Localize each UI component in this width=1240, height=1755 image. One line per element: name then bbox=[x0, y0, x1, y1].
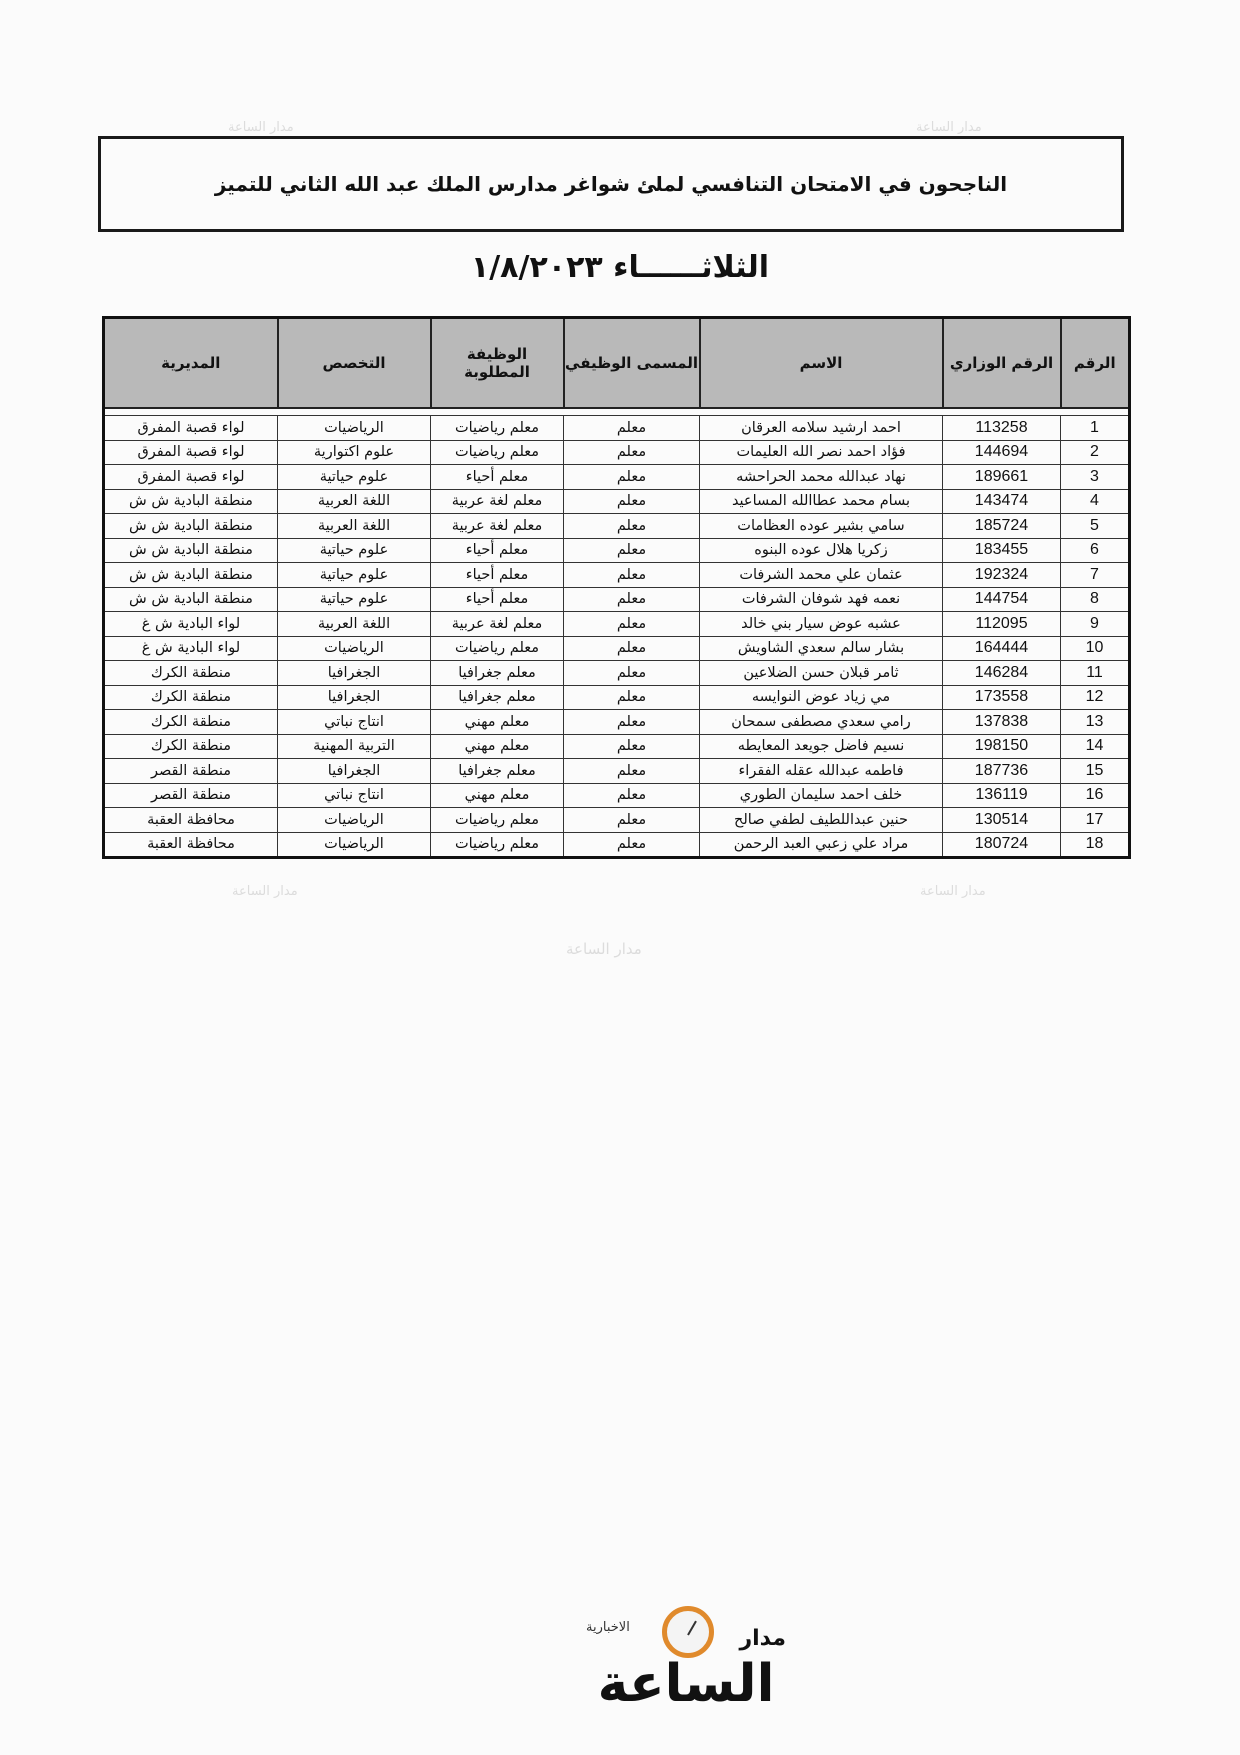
cell-col-name: نسيم فاضل جويعد المعايطه bbox=[700, 734, 943, 759]
results-table bbox=[102, 316, 1131, 859]
cell-col-required-job: معلم مهني bbox=[431, 734, 564, 759]
cell-col-required-job: معلم جغرافيا bbox=[431, 661, 564, 686]
cell-col-required-job: معلم مهني bbox=[431, 710, 564, 735]
cell-col-directorate: منطقة الكرك bbox=[104, 685, 278, 710]
cell-col-specialization: الرياضيات bbox=[278, 808, 431, 833]
cell-col-required-job: معلم لغة عربية bbox=[431, 612, 564, 637]
cell-col-ministry-number: 187736 bbox=[943, 759, 1061, 784]
table-row bbox=[104, 783, 1130, 808]
watermark: مدار الساعة bbox=[566, 940, 642, 958]
cell-col-directorate: منطقة البادية ش ش bbox=[104, 514, 278, 539]
cell-col-required-job: معلم أحياء bbox=[431, 563, 564, 588]
table-row bbox=[104, 710, 1130, 735]
cell-col-required-job: معلم رياضيات bbox=[431, 808, 564, 833]
header-col-job-title: المسمى الوظيفي bbox=[564, 318, 700, 409]
cell-col-ministry-number: 146284 bbox=[943, 661, 1061, 686]
logo-tagline: الاخبارية bbox=[586, 1620, 630, 1635]
header-col-required-job: الوظيفة المطلوبة bbox=[431, 318, 564, 409]
table-row bbox=[104, 416, 1130, 441]
cell-col-required-job: معلم رياضيات bbox=[431, 440, 564, 465]
cell-col-ministry-number: 112095 bbox=[943, 612, 1061, 637]
cell-col-specialization: اللغة العربية bbox=[278, 514, 431, 539]
cell-col-required-job: معلم جغرافيا bbox=[431, 685, 564, 710]
cell-col-name: حنين عبداللطيف لطفي صالح bbox=[700, 808, 943, 833]
cell-col-specialization: الرياضيات bbox=[278, 416, 431, 441]
header-spacer bbox=[104, 408, 1130, 416]
spacer-cell bbox=[431, 408, 564, 416]
madar-alsaa-logo bbox=[586, 1606, 786, 1716]
cell-col-ministry-number: 113258 bbox=[943, 416, 1061, 441]
cell-col-name: نهاد عبدالله محمد الحراحشه bbox=[700, 465, 943, 490]
cell-col-specialization: علوم حياتية bbox=[278, 587, 431, 612]
cell-col-name: عشبه عوض سيار بني خالد bbox=[700, 612, 943, 637]
cell-col-specialization: الرياضيات bbox=[278, 832, 431, 858]
cell-col-directorate: منطقة البادية ش ش bbox=[104, 538, 278, 563]
cell-col-specialization: الجغرافيا bbox=[278, 685, 431, 710]
cell-col-job-title: معلم bbox=[564, 489, 700, 514]
cell-col-required-job: معلم لغة عربية bbox=[431, 514, 564, 539]
cell-col-specialization: اللغة العربية bbox=[278, 489, 431, 514]
cell-col-job-title: معلم bbox=[564, 587, 700, 612]
cell-col-specialization: علوم حياتية bbox=[278, 563, 431, 588]
table-row bbox=[104, 759, 1130, 784]
cell-col-specialization: الرياضيات bbox=[278, 636, 431, 661]
cell-col-job-title: معلم bbox=[564, 465, 700, 490]
cell-col-directorate: محافظة العقبة bbox=[104, 832, 278, 858]
cell-col-directorate: منطقة الكرك bbox=[104, 710, 278, 735]
cell-col-index: 16 bbox=[1061, 783, 1130, 808]
header-col-index: الرقم bbox=[1061, 318, 1130, 409]
cell-col-job-title: معلم bbox=[564, 416, 700, 441]
cell-col-directorate: منطقة البادية ش ش bbox=[104, 587, 278, 612]
cell-col-name: عثمان علي محمد الشرفات bbox=[700, 563, 943, 588]
cell-col-required-job: معلم لغة عربية bbox=[431, 489, 564, 514]
cell-col-index: 2 bbox=[1061, 440, 1130, 465]
cell-col-index: 4 bbox=[1061, 489, 1130, 514]
table-row bbox=[104, 563, 1130, 588]
watermark: مدار الساعة bbox=[916, 120, 982, 135]
cell-col-ministry-number: 173558 bbox=[943, 685, 1061, 710]
watermark: مدار الساعة bbox=[920, 884, 986, 899]
cell-col-ministry-number: 180724 bbox=[943, 832, 1061, 858]
cell-col-required-job: معلم رياضيات bbox=[431, 832, 564, 858]
cell-col-name: بشار سالم سعدي الشاويش bbox=[700, 636, 943, 661]
cell-col-index: 6 bbox=[1061, 538, 1130, 563]
cell-col-ministry-number: 130514 bbox=[943, 808, 1061, 833]
table-body bbox=[104, 408, 1130, 858]
cell-col-name: احمد ارشيد سلامه العرقان bbox=[700, 416, 943, 441]
spacer-cell bbox=[700, 408, 943, 416]
cell-col-name: سامي بشير عوده العظامات bbox=[700, 514, 943, 539]
cell-col-job-title: معلم bbox=[564, 514, 700, 539]
cell-col-required-job: معلم مهني bbox=[431, 783, 564, 808]
cell-col-index: 14 bbox=[1061, 734, 1130, 759]
cell-col-specialization: الجغرافيا bbox=[278, 759, 431, 784]
cell-col-ministry-number: 189661 bbox=[943, 465, 1061, 490]
cell-col-required-job: معلم أحياء bbox=[431, 587, 564, 612]
cell-col-index: 10 bbox=[1061, 636, 1130, 661]
cell-col-index: 9 bbox=[1061, 612, 1130, 637]
cell-col-job-title: معلم bbox=[564, 612, 700, 637]
table-row bbox=[104, 440, 1130, 465]
cell-col-job-title: معلم bbox=[564, 832, 700, 858]
cell-col-specialization: اللغة العربية bbox=[278, 612, 431, 637]
cell-col-directorate: لواء قصبة المفرق bbox=[104, 416, 278, 441]
cell-col-directorate: منطقة الكرك bbox=[104, 734, 278, 759]
spacer-cell bbox=[104, 408, 278, 416]
cell-col-job-title: معلم bbox=[564, 808, 700, 833]
logo-top-word: مدار bbox=[739, 1626, 786, 1651]
cell-col-ministry-number: 144694 bbox=[943, 440, 1061, 465]
cell-col-index: 5 bbox=[1061, 514, 1130, 539]
spacer-cell bbox=[1061, 408, 1130, 416]
clock-icon bbox=[662, 1606, 714, 1658]
cell-col-index: 18 bbox=[1061, 832, 1130, 858]
cell-col-job-title: معلم bbox=[564, 759, 700, 784]
table-row bbox=[104, 612, 1130, 637]
cell-col-name: فؤاد احمد نصر الله العليمات bbox=[700, 440, 943, 465]
cell-col-required-job: معلم رياضيات bbox=[431, 636, 564, 661]
watermark: مدار الساعة bbox=[228, 120, 294, 135]
cell-col-job-title: معلم bbox=[564, 685, 700, 710]
date-heading: الثلاثــــــاء ١/٨/٢٠٢٣ bbox=[470, 250, 770, 285]
table-row bbox=[104, 636, 1130, 661]
cell-col-ministry-number: 164444 bbox=[943, 636, 1061, 661]
cell-col-specialization: علوم حياتية bbox=[278, 538, 431, 563]
cell-col-required-job: معلم رياضيات bbox=[431, 416, 564, 441]
cell-col-index: 17 bbox=[1061, 808, 1130, 833]
cell-col-name: خلف احمد سليمان الطوري bbox=[700, 783, 943, 808]
cell-col-name: رامي سعدي مصطفى سمحان bbox=[700, 710, 943, 735]
results-table-container bbox=[102, 316, 1128, 859]
header-col-name: الاسم bbox=[700, 318, 943, 409]
table-row bbox=[104, 465, 1130, 490]
cell-col-ministry-number: 183455 bbox=[943, 538, 1061, 563]
cell-col-specialization: علوم اكتوارية bbox=[278, 440, 431, 465]
cell-col-directorate: لواء البادية ش غ bbox=[104, 636, 278, 661]
cell-col-specialization: انتاج نباتي bbox=[278, 783, 431, 808]
cell-col-ministry-number: 137838 bbox=[943, 710, 1061, 735]
cell-col-job-title: معلم bbox=[564, 783, 700, 808]
cell-col-index: 11 bbox=[1061, 661, 1130, 686]
spacer-cell bbox=[943, 408, 1061, 416]
document-title: الناجحون في الامتحان التنافسي لملئ شواغر مدارس الملك عبد الله الثاني للتميز bbox=[214, 172, 1008, 196]
cell-col-name: فاطمه عبدالله عقله الفقراء bbox=[700, 759, 943, 784]
table-header-row bbox=[104, 318, 1130, 409]
table-row bbox=[104, 734, 1130, 759]
cell-col-job-title: معلم bbox=[564, 563, 700, 588]
table-row bbox=[104, 538, 1130, 563]
cell-col-required-job: معلم أحياء bbox=[431, 465, 564, 490]
cell-col-name: بسام محمد عطاالله المساعيد bbox=[700, 489, 943, 514]
table-row bbox=[104, 489, 1130, 514]
cell-col-ministry-number: 143474 bbox=[943, 489, 1061, 514]
cell-col-name: نعمه فهد شوفان الشرفات bbox=[700, 587, 943, 612]
cell-col-directorate: منطقة القصر bbox=[104, 783, 278, 808]
cell-col-ministry-number: 185724 bbox=[943, 514, 1061, 539]
header-col-ministry-number: الرقم الوزاري bbox=[943, 318, 1061, 409]
cell-col-name: ثامر قبلان حسن الضلاعين bbox=[700, 661, 943, 686]
cell-col-specialization: الجغرافيا bbox=[278, 661, 431, 686]
header-col-directorate: المديرية bbox=[104, 318, 278, 409]
cell-col-specialization: انتاج نباتي bbox=[278, 710, 431, 735]
cell-col-index: 7 bbox=[1061, 563, 1130, 588]
cell-col-directorate: لواء قصبة المفرق bbox=[104, 440, 278, 465]
cell-col-name: مراد علي زعبي العبد الرحمن bbox=[700, 832, 943, 858]
cell-col-job-title: معلم bbox=[564, 661, 700, 686]
spacer-cell bbox=[278, 408, 431, 416]
cell-col-job-title: معلم bbox=[564, 710, 700, 735]
cell-col-ministry-number: 136119 bbox=[943, 783, 1061, 808]
cell-col-name: زكريا هلال عوده البنوه bbox=[700, 538, 943, 563]
document-title-box bbox=[98, 136, 1124, 232]
spacer-cell bbox=[564, 408, 700, 416]
cell-col-directorate: لواء البادية ش غ bbox=[104, 612, 278, 637]
cell-col-name: مي زياد عوض النوايسه bbox=[700, 685, 943, 710]
cell-col-directorate: منطقة القصر bbox=[104, 759, 278, 784]
cell-col-index: 13 bbox=[1061, 710, 1130, 735]
cell-col-ministry-number: 192324 bbox=[943, 563, 1061, 588]
cell-col-job-title: معلم bbox=[564, 734, 700, 759]
cell-col-required-job: معلم جغرافيا bbox=[431, 759, 564, 784]
logo-main-word: الساعة bbox=[597, 1654, 775, 1714]
table-row bbox=[104, 514, 1130, 539]
table-row bbox=[104, 832, 1130, 858]
cell-col-index: 1 bbox=[1061, 416, 1130, 441]
cell-col-index: 12 bbox=[1061, 685, 1130, 710]
cell-col-index: 3 bbox=[1061, 465, 1130, 490]
cell-col-job-title: معلم bbox=[564, 636, 700, 661]
cell-col-directorate: منطقة البادية ش ش bbox=[104, 489, 278, 514]
cell-col-index: 15 bbox=[1061, 759, 1130, 784]
cell-col-ministry-number: 144754 bbox=[943, 587, 1061, 612]
cell-col-specialization: التربية المهنية bbox=[278, 734, 431, 759]
cell-col-job-title: معلم bbox=[564, 538, 700, 563]
cell-col-directorate: محافظة العقبة bbox=[104, 808, 278, 833]
table-row bbox=[104, 808, 1130, 833]
cell-col-directorate: منطقة الكرك bbox=[104, 661, 278, 686]
cell-col-specialization: علوم حياتية bbox=[278, 465, 431, 490]
cell-col-ministry-number: 198150 bbox=[943, 734, 1061, 759]
table-row bbox=[104, 587, 1130, 612]
table-row bbox=[104, 661, 1130, 686]
header-col-specialization: التخصص bbox=[278, 318, 431, 409]
cell-col-job-title: معلم bbox=[564, 440, 700, 465]
watermark: مدار الساعة bbox=[232, 884, 298, 899]
cell-col-directorate: منطقة البادية ش ش bbox=[104, 563, 278, 588]
table-row bbox=[104, 685, 1130, 710]
cell-col-directorate: لواء قصبة المفرق bbox=[104, 465, 278, 490]
cell-col-required-job: معلم أحياء bbox=[431, 538, 564, 563]
cell-col-index: 8 bbox=[1061, 587, 1130, 612]
